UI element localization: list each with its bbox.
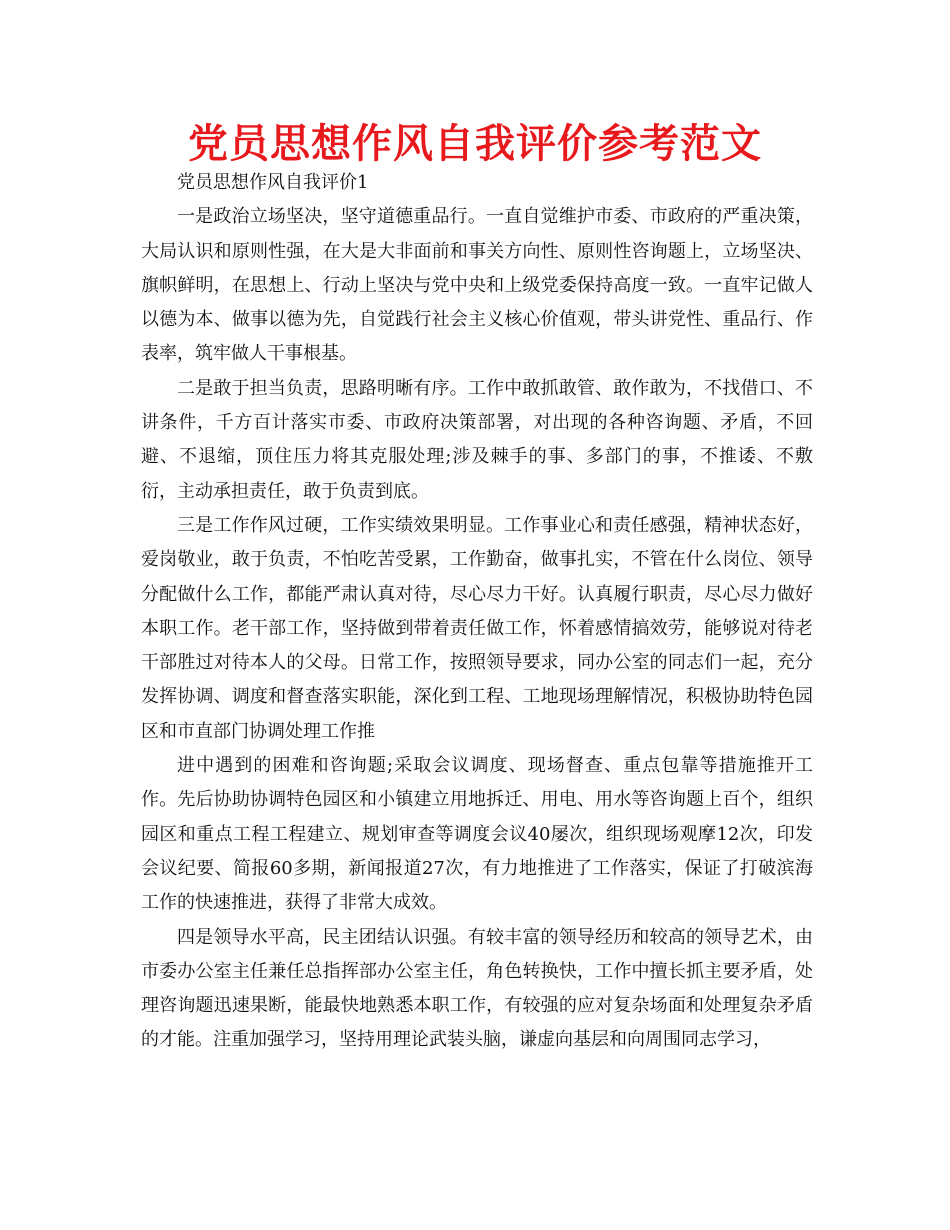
paragraph: 二是敢于担当负责，思路明晰有序。工作中敢抓敢管、敢作敢为，不找借口、不讲条件，千方百计落实市委、市政府决策部署，对出现的各种咨询题、矛盾，不回避、不退缩，顶住压力将其克服处理;涉及棘手的事、多部门的事，不推诿、不敷衍，主动承担责任，敢于负责到底。	[141, 377, 813, 502]
paragraph: 四是领导水平高，民主团结认识强。有较丰富的领导经历和较高的领导艺术，由市委办公室主任兼任总指挥部办公室主任，角色转换快，工作中擅长抓主要矛盾，处理咨询题迅速果断，能最快地熟悉本职工作，有较强的应对复杂场面和处理复杂矛盾的才能。注重加强学习，坚持用理论武装头脑，谦虚向基层和向周围同志学习，	[141, 926, 813, 1051]
document-subtitle: 党员思想作风自我评价1	[177, 172, 369, 193]
paragraph: 三是工作作风过硬，工作实绩效果明显。工作事业心和责任感强，精神状态好，爱岗敬业，敢于负责，不怕吃苦受累，工作勤奋，做事扎实，不管在什么岗位、领导分配做什么工作，都能严肃认真对待，尽心尽力干好。认真履行职责，尽心尽力做好本职工作。老干部工作，坚持做到带着责任做工作，怀着感情搞效劳，能够说对待老干部胜过对待本人的父母。日常工作，按照领导要求，同办公室的同志们一起，充分发挥协调、调度和督查落实职能，深化到工程、工地现场理解情况，积极协助特色园区和市直部门协调处理工作推	[141, 514, 813, 742]
paragraph: 一是政治立场坚决，坚守道德重品行。一直自觉维护市委、市政府的严重决策，大局认识和原则性强，在大是大非面前和事关方向性、原则性咨询题上，立场坚决、旗帜鲜明，在思想上、行动上坚决与党中央和上级党委保持高度一致。一直牢记做人以德为本、做事以德为先，自觉践行社会主义核心价值观，带头讲党性、重品行、作表率，筑牢做人干事根基。	[141, 206, 813, 365]
document-title: 党员思想作风自我评价参考范文	[188, 121, 762, 167]
document-body	[141, 166, 813, 1058]
paragraph: 进中遇到的困难和咨询题;采取会议调度、现场督查、重点包靠等措施推开工作。先后协助协调特色园区和小镇建立用地拆迁、用电、用水等咨询题上百个，组织园区和重点工程工程建立、规划审查等调度会议40屡次，组织现场观摩12次，印发会议纪要、简报60多期，新闻报道27次，有力地推进了工作落实，保证了打破滨海工作的快速推进，获得了非常大成效。	[141, 755, 813, 914]
